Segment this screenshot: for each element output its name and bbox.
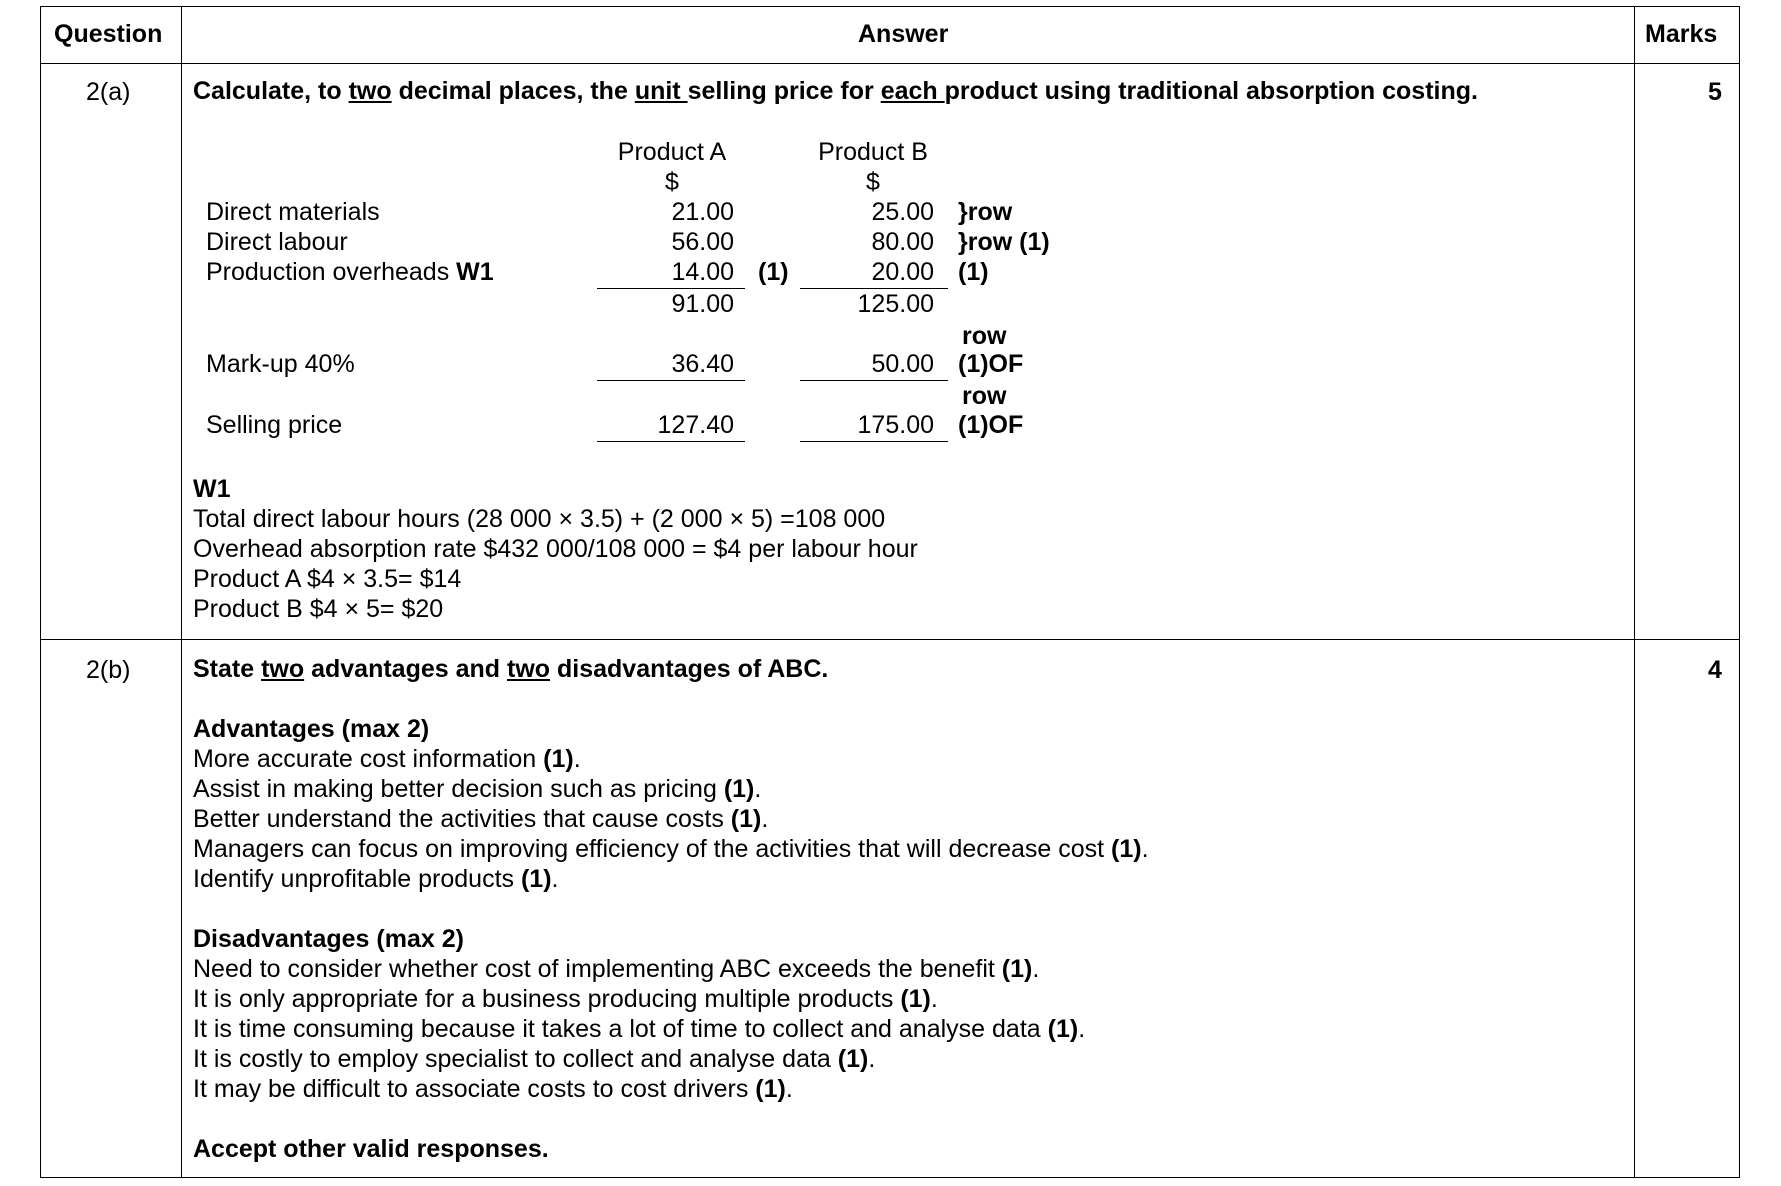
list-item: It is only appropriate for a business producing multiple products (1). [193, 985, 938, 1013]
cell-labour-b: 80.00 [871, 228, 934, 256]
list-item: More accurate cost information (1). [193, 745, 581, 773]
mark-annotation: row [962, 322, 1007, 350]
mark-annotation: row [962, 382, 1007, 410]
row-label-selling-price: Selling price [206, 411, 343, 439]
question-number-2b: 2(b) [86, 656, 131, 684]
row-divider [41, 63, 1739, 64]
cell-overheads-b: 20.00 [871, 258, 934, 286]
selling-rule [800, 441, 948, 442]
row-label-markup: Mark-up 40% [206, 350, 355, 378]
column-header-product-a: Product A [617, 138, 727, 166]
cell-overheads-a: 14.00 [671, 258, 734, 286]
cell-markup-b: 50.00 [871, 350, 934, 378]
list-item: Identify unprofitable products (1). [193, 865, 559, 893]
cell-materials-a: 21.00 [671, 198, 734, 226]
header-question: Question [54, 20, 163, 48]
footer-note: Accept other valid responses. [193, 1135, 549, 1163]
working-title: W1 [193, 475, 231, 503]
header-answer: Answer [858, 20, 949, 48]
advantages-list [193, 714, 1149, 894]
column-divider [1634, 7, 1635, 1177]
working-w1 [193, 474, 918, 624]
cell-labour-a: 56.00 [671, 228, 734, 256]
column-divider [181, 7, 182, 1177]
mark-annotation: (1)OF [958, 350, 1024, 378]
markup-rule [800, 380, 948, 381]
mark-annotation: (1) [958, 258, 989, 286]
row-label-production-overheads: Production overheads W1 [206, 258, 494, 286]
question-number-2a: 2(a) [86, 78, 131, 106]
list-item: Need to consider whether cost of implementing ABC exceeds the benefit (1). [193, 955, 1040, 983]
working-line: Product A $4 × 3.5= $14 [193, 565, 462, 593]
question-prompt-2b: State two advantages and two disadvantages of ABC. [193, 655, 829, 683]
disadvantages-list [193, 924, 1085, 1104]
cell-subtotal-a: 91.00 [671, 290, 734, 318]
cell-materials-b: 25.00 [871, 198, 934, 226]
cell-markup-a: 36.40 [671, 350, 734, 378]
subtotal-rule [800, 288, 948, 289]
markup-rule [597, 380, 745, 381]
mark-annotation: (1)OF [958, 411, 1024, 439]
list-item: It is costly to employ specialist to collect and analyse data (1). [193, 1045, 876, 1073]
list-item: Better understand the activities that cause costs (1). [193, 805, 769, 833]
working-line: Overhead absorption rate $432 000/108 000 = $4 per labour hour [193, 535, 918, 563]
header-marks: Marks [1645, 20, 1718, 48]
marks-2a: 5 [1708, 78, 1722, 106]
selling-rule [597, 441, 745, 442]
row-divider [41, 639, 1739, 640]
currency-product-b: $ [866, 168, 880, 196]
subtotal-rule [597, 288, 745, 289]
list-item: Managers can focus on improving efficiency of the activities that will decrease cost (1). [193, 835, 1149, 863]
marks-2b: 4 [1708, 656, 1722, 684]
question-prompt-2a: Calculate, to two decimal places, the unit selling price for each product using traditional absorption costing. [193, 77, 1478, 105]
list-item: It is time consuming because it takes a lot of time to collect and analyse data (1). [193, 1015, 1086, 1043]
currency-product-a: $ [665, 168, 679, 196]
list-item: It may be difficult to associate costs to cost drivers (1). [193, 1075, 793, 1103]
mark-annotation: }row (1) [958, 228, 1050, 256]
working-line: Product B $4 × 5= $20 [193, 595, 444, 623]
mark-annotation: (1) [758, 258, 789, 286]
disadvantages-title: Disadvantages (max 2) [193, 925, 464, 953]
working-line: Total direct labour hours (28 000 × 3.5) + (2 000 × 5) =108 000 [193, 505, 886, 533]
row-label-direct-labour: Direct labour [206, 228, 348, 256]
row-label-direct-materials: Direct materials [206, 198, 380, 226]
list-item: Assist in making better decision such as pricing (1). [193, 775, 762, 803]
column-header-product-b: Product B [818, 138, 928, 166]
advantages-title: Advantages (max 2) [193, 715, 430, 743]
cell-selling-b: 175.00 [857, 411, 934, 439]
cell-subtotal-b: 125.00 [857, 290, 934, 318]
mark-annotation: }row [958, 198, 1013, 226]
cell-selling-a: 127.40 [657, 411, 734, 439]
